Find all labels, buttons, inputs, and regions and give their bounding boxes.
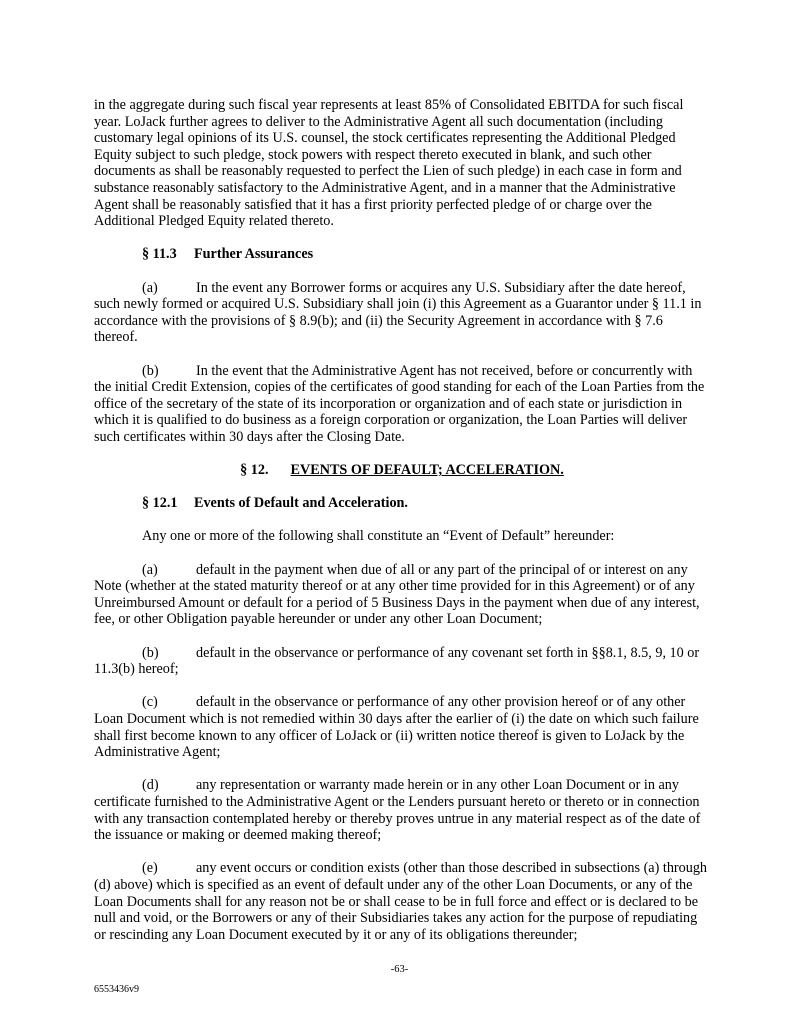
intro-paragraph: in the aggregate during such fiscal year represents at least 85% of Consolidated EBITDA for such fiscal year. LoJack further agrees to deliver to the Administrative Agent all such documentation (including customary legal opinions of its U.S. counsel, the stock certificates representing the Additional Pledged Equity subject to such pledge, stock powers with respect thereto executed in blank, and such other documents as shall be reasonably requested to perfect the Lien of such pledge) in each case in form and substance reasonably satisfactory to the Administrative Agent, and in a manner that the Administrative Agent shall be reasonably satisfied that it has a first priority perfected pledge of or charge over the Additional Pledged Equity related thereto.	[94, 97, 684, 230]
section-12-1-lead: Any one or more of the following shall constitute an “Event of Default” hereunder:	[142, 528, 615, 545]
section-11-3-b	[94, 363, 710, 446]
section-11-3-a	[94, 280, 710, 346]
clause-text: default in the payment when due of all or any part of the principal of or interest on any Note (whether at the stated maturity thereof or at any other time provided for in this Agreement) or of any Unreimbursed Amount or default for a period of 5 Business Days in the payment when due of any interest, fee, or other Obligation payable hereunder or under any other Loan Document;	[94, 561, 700, 628]
clause-text: any event occurs or condition exists (other than those described in subsections (a) through (d) above) which is specified as an event of default under any of the other Loan Documents, or any of the Loan Documents shall for any reason not be or shall cease to be in full force and effect or is declared to be null and void, or the Borrowers or any of their Subsidiaries takes any action for the purpose of repudiating or rescinding any Loan Document executed by it or any of its obligations thereunder;	[94, 860, 708, 943]
clause-label: (c)	[142, 694, 158, 711]
section-12-heading	[94, 462, 710, 479]
document-page	[94, 97, 710, 960]
section-12-1-heading	[94, 495, 710, 512]
section-number: § 12.1	[142, 495, 178, 512]
section-title: EVENTS OF DEFAULT; ACCELERATION.	[290, 462, 564, 479]
clause-label: (a)	[142, 279, 158, 296]
clause-text: default in the observance or performance of any other provision hereof or of any other Loan Document which is not remedied within 30 days after the earlier of (i) the date on which such failure shall first become known to any officer of LoJack or (ii) written notice thereof is given to LoJack by the Administrative Agent;	[94, 694, 699, 761]
clause-a	[94, 562, 710, 628]
page-number: -63-	[390, 964, 409, 975]
section-title: Further Assurances	[194, 246, 314, 263]
clause-label: (b)	[142, 644, 159, 661]
clause-label: (a)	[142, 561, 158, 578]
clause-text: In the event any Borrower forms or acquires any U.S. Subsidiary after the date hereof, such newly formed or acquired U.S. Subsidiary shall join (i) this Agreement as a Guarantor under § 11.1 in accordance with the provisions of § 8.9(b); and (ii) the Security Agreement in accordance with § 7.6 thereof.	[94, 279, 702, 346]
clause-label: (d)	[142, 777, 159, 794]
clause-text: any representation or warranty made herein or in any other Loan Document or in any certificate furnished to the Administrative Agent or the Lenders pursuant hereto or thereto or in connection with any transaction contemplated hereby or thereby proves untrue in any material respect as of the date of the issuance or making or deemed making thereof;	[94, 777, 701, 844]
clause-label: (e)	[142, 860, 158, 877]
clause-e	[94, 860, 710, 943]
section-number: § 12.	[240, 462, 269, 479]
clause-b	[94, 645, 710, 678]
clause-d	[94, 777, 710, 843]
clause-text: default in the observance or performance of any covenant set forth in §§8.1, 8.5, 9, 10 or 11.3(b) hereof;	[94, 644, 700, 678]
document-id: 6553436v9	[94, 984, 139, 995]
clause-label: (b)	[142, 362, 159, 379]
clause-c	[94, 694, 710, 760]
section-title: Events of Default and Acceleration.	[194, 495, 408, 512]
section-11-3-heading	[94, 246, 710, 263]
clause-text: In the event that the Administrative Agent has not received, before or concurrently with the initial Credit Extension, copies of the certificates of good standing for each of the Loan Parties from the office of the secretary of the state of its incorporation or organization and of each state or jurisdiction in which it is qualified to do business as a foreign corporation or organization, the Loan Parties will deliver such certificates within 30 days after the Closing Date.	[94, 362, 705, 445]
section-number: § 11.3	[142, 246, 177, 263]
